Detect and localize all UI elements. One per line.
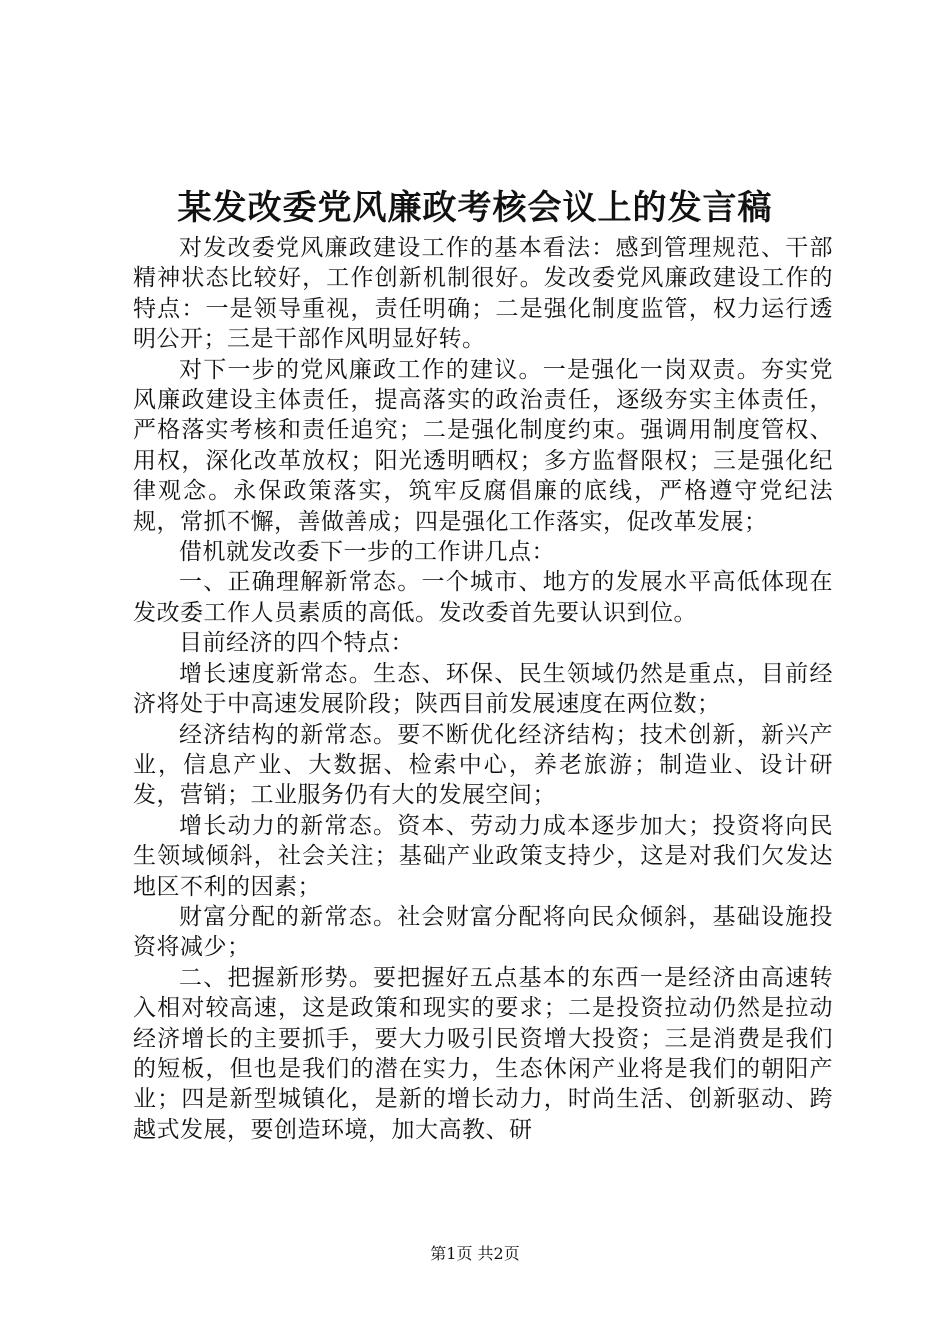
document-title: 某发改委党风廉政考核会议上的发言稿 [177,188,773,228]
paragraph: 增长速度新常态。生态、环保、民生领域仍然是重点，目前经济将处于中高速发展阶段；陕西目前发展速度在两位数； [133,660,833,718]
paragraph: 对发改委党风廉政建设工作的基本看法：感到管理规范、干部精神状态比较好，工作创新机制很好。发改委党风廉政建设工作的特点：一是领导重视，责任明确；二是强化制度监管，权力运行透明公开；三是干部作风明显好转。 [133,235,833,353]
paragraph: 借机就发改委下一步的工作讲几点： [179,539,555,566]
paragraph: 增长动力的新常态。资本、劳动力成本逐步加大；投资将向民生领域倾斜，社会关注；基础产业政策支持少，这是对我们欠发达地区不利的因素； [133,812,833,900]
document-body [133,233,833,1145]
paragraph: 对下一步的党风廉政工作的建议。一是强化一岗双责。夯实党风廉政建设主体责任，提高落实的政治责任，逐级夯实主体责任，严格落实考核和责任追究；二是强化制度约束。强调用制度管权、用权，深化改革放权；阳光透明晒权；多方监督限权；三是强化纪律观念。永保政策落实，筑牢反腐倡廉的底线，严格遵守党纪法规，常抓不懈，善做善成；四是强化工作落实，促改革发展； [133,356,833,535]
paragraph: 目前经济的四个特点： [179,630,414,657]
paragraph: 财富分配的新常态。社会财富分配将向民众倾斜，基础设施投资将减少； [133,903,833,961]
paragraph: 一、正确理解新常态。一个城市、地方的发展水平高低体现在发改委工作人员素质的高低。发改委首先要认识到位。 [133,569,833,626]
paragraph: 经济结构的新常态。要不断优化经济结构；技术创新，新兴产业，信息产业、大数据、检索中心，养老旅游；制造业、设计研发，营销；工业服务仍有大的发展空间； [133,721,833,809]
paragraph: 二、把握新形势。要把握好五点基本的东西一是经济由高速转入相对较高速，这是政策和现实的要求；二是投资拉动仍然是拉动经济增长的主要抓手，要大力吸引民资增大投资；三是消费是我们的短板，但也是我们的潜在实力，生态休闲产业将是我们的朝阳产业；四是新型城镇化，是新的增长动力，时尚生活、创新驱动、跨越式发展，要创造环境，加大高教、研 [133,964,833,1143]
page-number-footer: 第1页 共2页 [430,1244,520,1263]
